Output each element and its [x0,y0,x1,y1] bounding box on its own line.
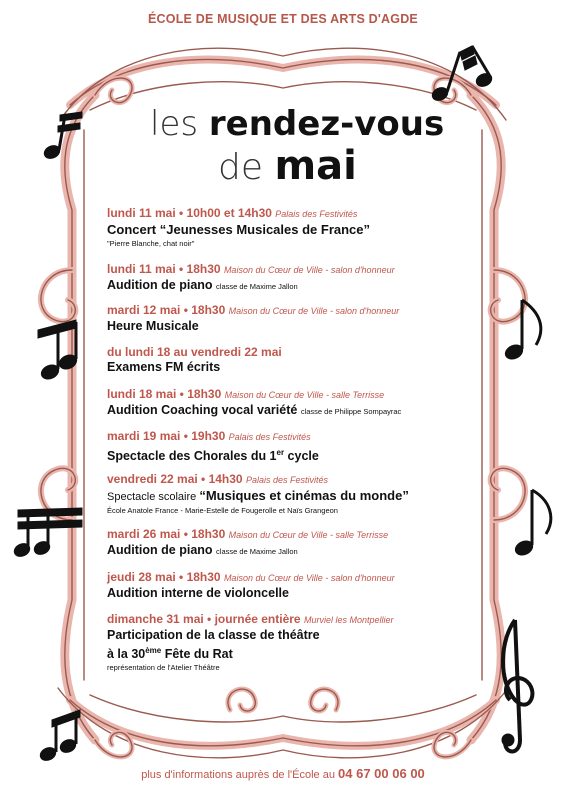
title-line2 [218,143,357,189]
event-title: Heure Musicale [107,319,199,333]
title-word-de: de [218,147,275,188]
beamed-notes-icon [38,710,80,763]
event-date: jeudi 28 mai • 18h30 Maison du Cœur de Ville - salon d'honneur [107,570,395,584]
event-venue: Maison du Cœur de Ville - salle Terrisse [224,390,385,400]
event-title: Audition de piano classe de Maxime Jallon [107,543,298,557]
footer-text: plus d'informations auprès de l'École au [141,769,339,781]
event-title: Concert “Jeunesses Musicales de France” [107,222,371,237]
title-word-rendez-vous: rendez-vous [208,104,445,144]
event-item [107,206,467,249]
event-item [107,472,467,516]
event-date: mardi 26 mai • 18h30 Maison du Cœur de Ville - salle Terrisse [107,527,389,541]
event-item [107,303,467,334]
eighth-note-icon [513,490,551,558]
event-title: Participation de la classe de théâtre [107,628,320,642]
event-subtitle: "Pierre Blanche, chat noir" [107,239,195,248]
event-title: Audition Coaching vocal variété classe de Philippe Sompayrac [107,403,402,417]
event-date: dimanche 31 mai • journée entière Murviel les Montpellier [107,612,394,626]
eighth-note-icon [503,300,541,362]
event-date: lundi 11 mai • 18h30 Maison du Cœur de Ville - salon d'honneur [107,262,395,276]
event-venue: Maison du Cœur de Ville - salle Terrisse [228,530,389,540]
event-item [107,345,467,375]
title-word-les: les [150,104,209,144]
event-venue: Maison du Cœur de Ville - salon d'honneur [228,306,400,316]
event-venue: Palais des Festivités [275,209,358,219]
title-line1 [150,104,444,144]
event-item [107,262,467,294]
title-word-mai: mai [274,143,357,189]
event-subtitle: École Anatole France - Marie-Estelle de Fougerolle et Naïs Grangeon [107,506,338,515]
treble-clef-icon [502,620,532,752]
event-date: du lundi 18 au vendredi 22 mai [107,345,282,359]
school-name: ÉCOLE DE MUSIQUE ET DES ARTS D'AGDE [148,12,418,26]
event-venue: Murviel les Montpellier [303,615,394,625]
event-title: Spectacle scolaire “Musiques et cinémas du monde” [107,488,409,503]
event-title: Audition de piano classe de Maxime Jallon [107,278,298,292]
event-date: vendredi 22 mai • 14h30 Palais des Festivités [107,472,328,486]
event-title: Spectacle des Chorales du 1er cycle [107,448,319,464]
event-item [107,527,467,559]
event-date: lundi 11 mai • 10h00 et 14h30 Palais des Festivités [107,206,358,220]
event-title: Audition interne de violoncelle [107,586,289,600]
event-date: lundi 18 mai • 18h30 Maison du Cœur de Ville - salle Terrisse [107,387,385,401]
event-item [107,570,467,601]
phone-number: 04 67 00 06 00 [338,766,425,781]
event-venue: Palais des Festivités [228,432,311,442]
event-venue: Maison du Cœur de Ville - salon d'honneur [223,573,395,583]
event-title: Examens FM écrits [107,360,221,374]
event-venue: Palais des Festivités [245,475,328,485]
event-item [107,612,467,673]
event-subtitle: représentation de l'Atelier Théâtre [107,663,220,673]
event-item [107,429,467,464]
event-venue: Maison du Cœur de Ville - salon d'honneur [223,265,395,275]
event-date: mardi 12 mai • 18h30 Maison du Cœur de Ville - salon d'honneur [107,303,400,317]
event-item [107,387,467,419]
event-date: mardi 19 mai • 19h30 Palais des Festivités [107,429,311,443]
event-title-continued: à la 30ème Fête du Rat [107,646,233,662]
footer-contact [0,766,566,781]
